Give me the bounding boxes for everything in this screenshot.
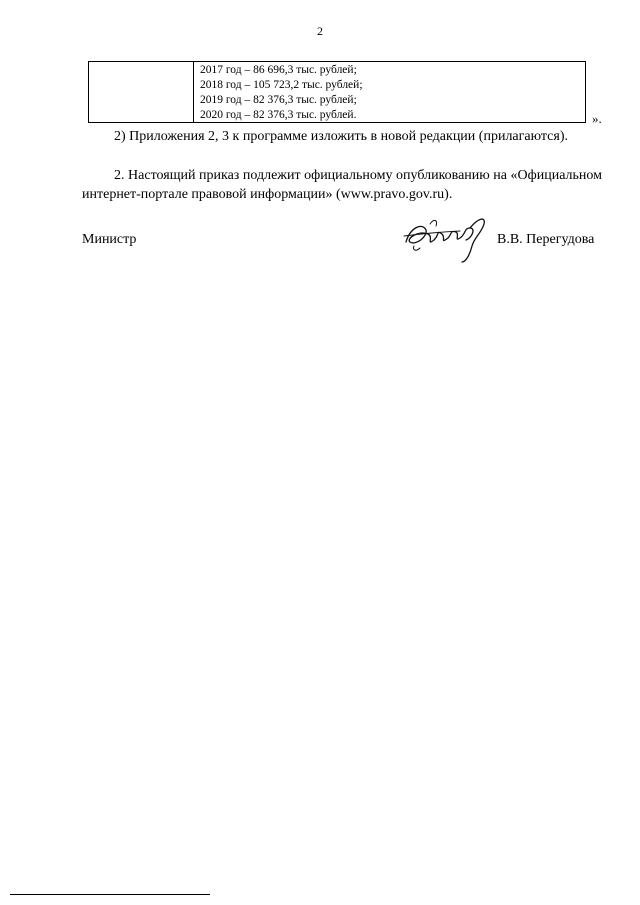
closing-quote: ». bbox=[592, 111, 602, 126]
funding-row-2017: 2017 год – 86 696,3 тыс. рублей; bbox=[200, 64, 357, 76]
funding-row-2020: 2020 год – 82 376,3 тыс. рублей. bbox=[200, 109, 357, 121]
amendment-paragraph: 2) Приложения 2, 3 к программе изложить в новой редакции (прилагаются). bbox=[114, 129, 568, 144]
signatory-name: В.В. Перегудова bbox=[497, 232, 595, 247]
funding-table bbox=[88, 61, 586, 123]
footer-divider bbox=[10, 894, 210, 895]
signatory-title: Министр bbox=[82, 232, 137, 247]
handwritten-signature bbox=[400, 212, 495, 264]
funding-table-values-cell bbox=[194, 62, 585, 122]
funding-row-2019: 2019 год – 82 376,3 тыс. рублей; bbox=[200, 94, 357, 106]
funding-table-label-cell bbox=[89, 62, 194, 122]
publication-paragraph: 2. Настоящий приказ подлежит официальному опубликованию на «Официальном интернет-портале правовой информации» (www.pravo.gov.ru). bbox=[82, 168, 602, 202]
funding-row-2018: 2018 год – 105 723,2 тыс. рублей; bbox=[200, 79, 363, 91]
page-number: 2 bbox=[317, 24, 323, 38]
